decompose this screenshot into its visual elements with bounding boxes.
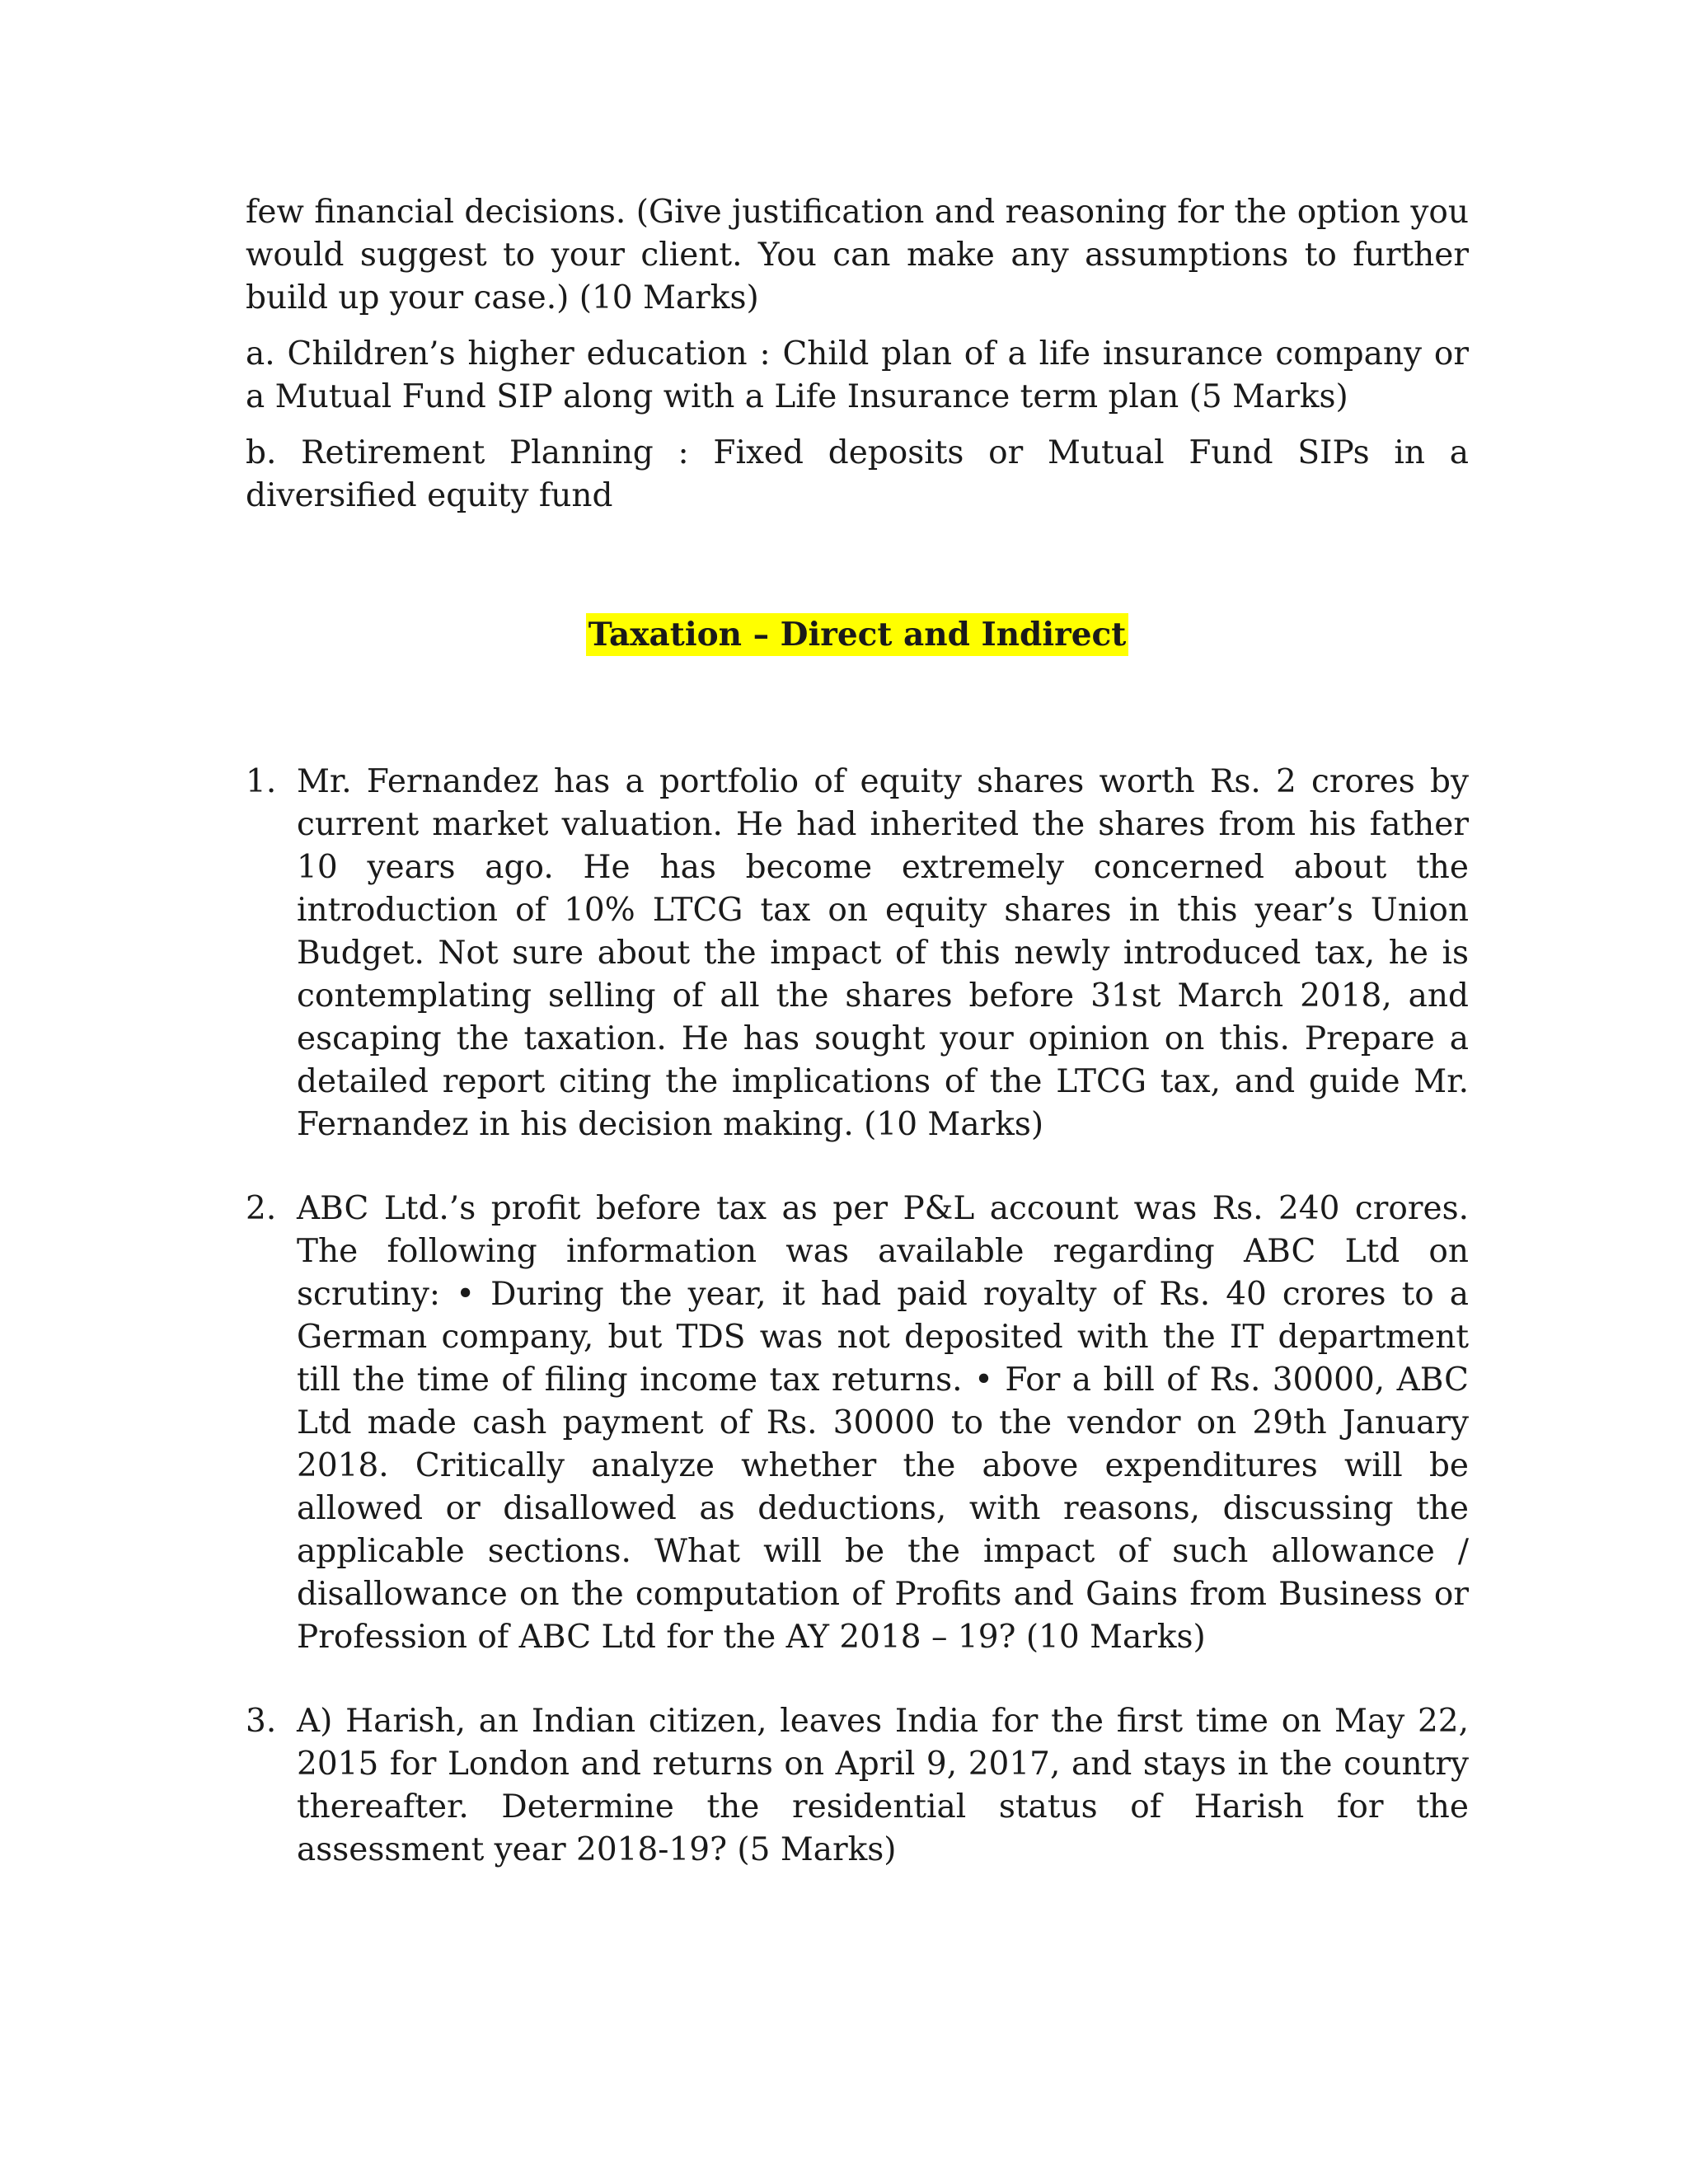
- question-text: Mr. Fernandez has a portfolio of equity shares worth Rs. 2 crores by current market valuation. He had inherited the shares from his father 10 years ago. He has become extremely concerned about the introduction of 10% LTCG tax on equity shares in this year’s Union Budget. Not sure about the impact of this newly introduced tax, he is contemplating selling of all the shares before 31st March 2018, and escaping the taxation. He has sought your opinion on this. Prepare a detailed report citing the implications of the LTCG tax, and guide Mr. Fernandez in his decision making. (10 Marks): [297, 763, 1469, 1143]
- option-a: a. Children’s higher education : Child plan of a life insurance company or a Mutual Fund SIP along with a Life Insurance term plan (5 Marks): [246, 335, 1469, 415]
- question-number: 2.: [246, 1190, 277, 1227]
- intro-paragraph: few financial decisions. (Give justification and reasoning for the option you would suggest to your client. You can make any assumptions to further build up your case.) (10 Marks): [246, 194, 1469, 316]
- section-heading-wrap: [246, 613, 1469, 657]
- question-item: [246, 761, 1469, 1146]
- question-number: 3.: [246, 1703, 277, 1740]
- section-heading: Taxation – Direct and Indirect: [586, 613, 1129, 656]
- option-b: b. Retirement Planning : Fixed deposits or Mutual Fund SIPs in a diversified equity fund: [246, 434, 1469, 514]
- question-item: [246, 1188, 1469, 1659]
- question-text: ABC Ltd.’s profit before tax as per P&L account was Rs. 240 crores. The following information was available regarding ABC Ltd on scrutiny: • During the year, it had paid royalty of Rs. 40 crores to a German company, but TDS was not deposited with the IT department till the time of filing income tax returns. • For a bill of Rs. 30000, ABC Ltd made cash payment of Rs. 30000 to the vendor on 29th January 2018. Critically analyze whether the above expenditures will be allowed or disallowed as deductions, with reasons, discussing the applicable sections. What will be the impact of such allowance / disallowance on the computation of Profits and Gains from Business or Profession of ABC Ltd for the AY 2018 – 19? (10 Marks): [297, 1190, 1469, 1656]
- document-page: [246, 191, 1469, 1872]
- question-text: A) Harish, an Indian citizen, leaves India for the first time on May 22, 2015 for London and returns on April 9, 2017, and stays in the country thereafter. Determine the residential status of Harish for the assessment year 2018-19? (5 Marks): [297, 1703, 1469, 1868]
- question-list: [246, 761, 1469, 1872]
- question-number: 1.: [246, 763, 277, 800]
- question-item: [246, 1700, 1469, 1872]
